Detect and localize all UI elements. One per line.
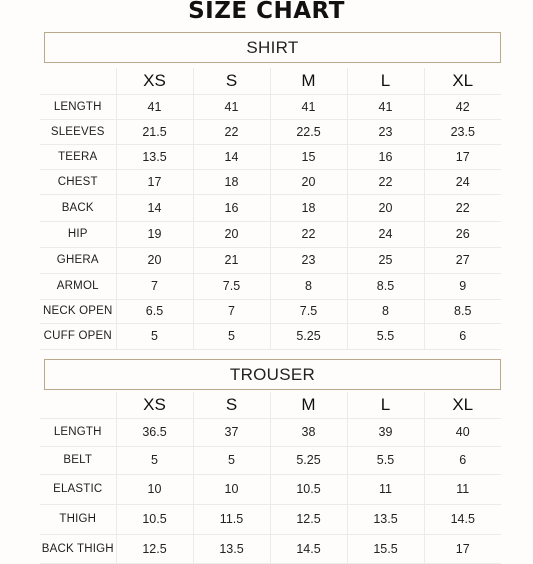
table-row [40, 119, 501, 144]
measurement-value: 37 [193, 418, 270, 446]
measurement-value: 14.5 [424, 504, 501, 534]
measurement-value: 14 [116, 194, 193, 221]
measurement-value: 14 [193, 144, 270, 169]
measurement-value: 13.5 [193, 534, 270, 563]
measurement-value: 5.25 [270, 323, 347, 349]
measurement-value: 5 [116, 323, 193, 349]
measurement-label: TEERA [40, 144, 116, 169]
measurement-value: 20 [193, 221, 270, 247]
measurement-value: 41 [116, 94, 193, 119]
shirt-size-header-row [40, 68, 501, 94]
measurement-value: 16 [347, 144, 424, 169]
measurement-value: 11 [347, 474, 424, 504]
measurement-value: 19 [116, 221, 193, 247]
table-row [40, 534, 501, 563]
table-row [40, 418, 501, 446]
measurement-value: 6 [424, 323, 501, 349]
table-row [40, 194, 501, 221]
measurement-value: 18 [193, 169, 270, 194]
size-header-s: S [193, 68, 270, 94]
table-row [40, 474, 501, 504]
measurement-value: 17 [116, 169, 193, 194]
measurement-value: 22 [270, 221, 347, 247]
measurement-value: 7.5 [270, 299, 347, 323]
measurement-value: 11.5 [193, 504, 270, 534]
measurement-value: 13.5 [116, 144, 193, 169]
measurement-value: 10.5 [116, 504, 193, 534]
measurement-value: 5 [193, 323, 270, 349]
measurement-label: NECK OPEN [40, 299, 116, 323]
table-row [40, 299, 501, 323]
measurement-label: ARMOL [40, 273, 116, 299]
size-header-xs: XS [116, 68, 193, 94]
measurement-value: 7 [116, 273, 193, 299]
measurement-value: 5.5 [347, 323, 424, 349]
table-row [40, 144, 501, 169]
table-row [40, 247, 501, 273]
measurement-label: BELT [40, 446, 116, 474]
trouser-section-heading: TROUSER [44, 359, 501, 390]
measurement-value: 10 [116, 474, 193, 504]
measurement-value: 17 [424, 534, 501, 563]
measurement-value: 26 [424, 221, 501, 247]
measurement-value: 20 [116, 247, 193, 273]
measurement-value: 5 [116, 446, 193, 474]
measurement-value: 41 [193, 94, 270, 119]
measurement-value: 41 [347, 94, 424, 119]
measurement-value: 10.5 [270, 474, 347, 504]
table-row [40, 221, 501, 247]
measurement-value: 39 [347, 418, 424, 446]
measurement-value: 7.5 [193, 273, 270, 299]
size-header-m: M [270, 68, 347, 94]
measurement-value: 24 [424, 169, 501, 194]
measurement-value: 22 [193, 119, 270, 144]
measurement-label: ELASTIC [40, 474, 116, 504]
shirt-size-table [40, 68, 501, 350]
measurement-value: 6 [424, 446, 501, 474]
measurement-value: 22 [424, 194, 501, 221]
measurement-value: 12.5 [116, 534, 193, 563]
trouser-size-table [40, 392, 501, 564]
measurement-value: 8 [270, 273, 347, 299]
measurement-value: 27 [424, 247, 501, 273]
corner-cell [40, 68, 116, 94]
measurement-value: 17 [424, 144, 501, 169]
table-row [40, 169, 501, 194]
measurement-value: 20 [270, 169, 347, 194]
measurement-label: CHEST [40, 169, 116, 194]
measurement-value: 16 [193, 194, 270, 221]
measurement-value: 7 [193, 299, 270, 323]
measurement-value: 42 [424, 94, 501, 119]
measurement-value: 14.5 [270, 534, 347, 563]
trouser-size-header-row [40, 392, 501, 418]
measurement-value: 23.5 [424, 119, 501, 144]
measurement-value: 22 [347, 169, 424, 194]
measurement-value: 36.5 [116, 418, 193, 446]
table-row [40, 504, 501, 534]
page-title: SIZE CHART [188, 0, 345, 24]
measurement-value: 10 [193, 474, 270, 504]
measurement-value: 40 [424, 418, 501, 446]
measurement-label: LENGTH [40, 418, 116, 446]
table-row [40, 94, 501, 119]
size-header-xl: XL [424, 68, 501, 94]
measurement-value: 21.5 [116, 119, 193, 144]
measurement-value: 38 [270, 418, 347, 446]
measurement-value: 12.5 [270, 504, 347, 534]
measurement-label: GHERA [40, 247, 116, 273]
shirt-section-heading: SHIRT [44, 32, 501, 63]
size-header-l: L [347, 392, 424, 418]
measurement-value: 15 [270, 144, 347, 169]
measurement-label: CUFF OPEN [40, 323, 116, 349]
measurement-value: 9 [424, 273, 501, 299]
measurement-value: 24 [347, 221, 424, 247]
measurement-value: 21 [193, 247, 270, 273]
measurement-value: 8.5 [347, 273, 424, 299]
measurement-value: 41 [270, 94, 347, 119]
measurement-value: 23 [347, 119, 424, 144]
measurement-value: 15.5 [347, 534, 424, 563]
measurement-label: HIP [40, 221, 116, 247]
corner-cell [40, 392, 116, 418]
table-row [40, 323, 501, 349]
measurement-value: 5.5 [347, 446, 424, 474]
table-row [40, 273, 501, 299]
measurement-value: 22.5 [270, 119, 347, 144]
size-header-m: M [270, 392, 347, 418]
measurement-label: SLEEVES [40, 119, 116, 144]
measurement-label: BACK [40, 194, 116, 221]
measurement-value: 23 [270, 247, 347, 273]
size-header-l: L [347, 68, 424, 94]
measurement-value: 6.5 [116, 299, 193, 323]
measurement-value: 8.5 [424, 299, 501, 323]
measurement-value: 13.5 [347, 504, 424, 534]
size-header-xs: XS [116, 392, 193, 418]
measurement-label: THIGH [40, 504, 116, 534]
measurement-value: 8 [347, 299, 424, 323]
measurement-value: 5 [193, 446, 270, 474]
table-row [40, 446, 501, 474]
measurement-value: 5.25 [270, 446, 347, 474]
measurement-value: 25 [347, 247, 424, 273]
measurement-label: BACK THIGH [40, 534, 116, 563]
measurement-label: LENGTH [40, 94, 116, 119]
measurement-value: 18 [270, 194, 347, 221]
measurement-value: 11 [424, 474, 501, 504]
size-header-s: S [193, 392, 270, 418]
size-header-xl: XL [424, 392, 501, 418]
measurement-value: 20 [347, 194, 424, 221]
